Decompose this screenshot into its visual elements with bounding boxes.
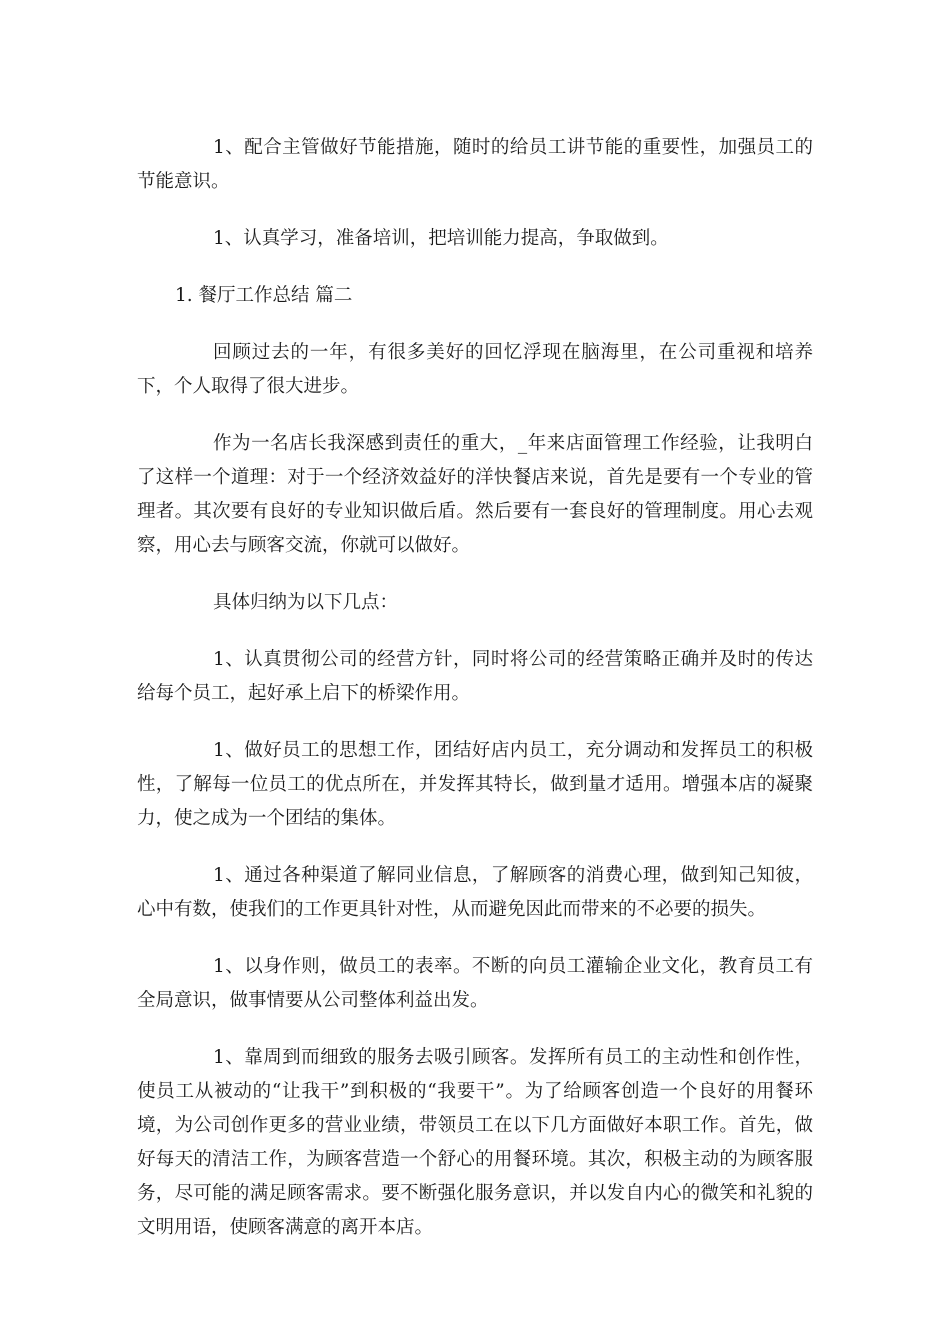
document-body	[137, 131, 813, 1268]
paragraph-summary-intro: 具体归纳为以下几点：	[213, 592, 399, 613]
paragraph-energy-saving: 1、配合主管做好节能措施，随时的给员工讲节能的重要性，加强员工的节能意识。	[137, 137, 813, 192]
paragraph-market-info: 1、通过各种渠道了解同业信息，了解顾客的消费心理，做到知己知彼，心中有数，使我们的工作更具针对性，从而避免因此而带来的不必要的损失。	[137, 865, 813, 920]
paragraph-policy: 1、认真贯彻公司的经营方针，同时将公司的经营策略正确并及时的传达给每个员工，起好承上启下的桥梁作用。	[137, 649, 813, 704]
paragraph-store-manager: 作为一名店长我深感到责任的重大，_年来店面管理工作经验，让我明白了这样一个道理：对于一个经济效益好的洋快餐店来说，首先是要有一个专业的管理者。其次要有良好的专业知识做后盾。然后要有一套良好的管理制度。用心去观察，用心去与顾客交流，你就可以做好。	[137, 433, 813, 556]
paragraph-lead-by-example: 1、以身作则，做员工的表率。不断的向员工灌输企业文化，教育员工有全局意识，做事情要从公司整体利益出发。	[137, 956, 813, 1011]
paragraph-staff-morale: 1、做好员工的思想工作，团结好店内员工，充分调动和发挥员工的积极性，了解每一位员工的优点所在，并发挥其特长，做到量才适用。增强本店的凝聚力，使之成为一个团结的集体。	[137, 740, 813, 829]
paragraph-training: 1、认真学习，准备培训，把培训能力提高，争取做到。	[213, 228, 669, 249]
paragraph-review: 回顾过去的一年，有很多美好的回忆浮现在脑海里，在公司重视和培养下，个人取得了很大进步。	[137, 342, 813, 397]
section-heading: 1. 餐厅工作总结 篇二	[175, 285, 353, 306]
paragraph-customer-service: 1、靠周到而细致的服务去吸引顾客。发挥所有员工的主动性和创作性，使员工从被动的“让我干”到积极的“我要干”。为了给顾客创造一个良好的用餐环境，为公司创作更多的营业业绩，带领员工在以下几方面做好本职工作。首先，做好每天的清洁工作，为顾客营造一个舒心的用餐环境。其次，积极主动的为顾客服务，尽可能的满足顾客需求。要不断强化服务意识，并以发自内心的微笑和礼貌的文明用语，使顾客满意的离开本店。	[137, 1047, 813, 1238]
